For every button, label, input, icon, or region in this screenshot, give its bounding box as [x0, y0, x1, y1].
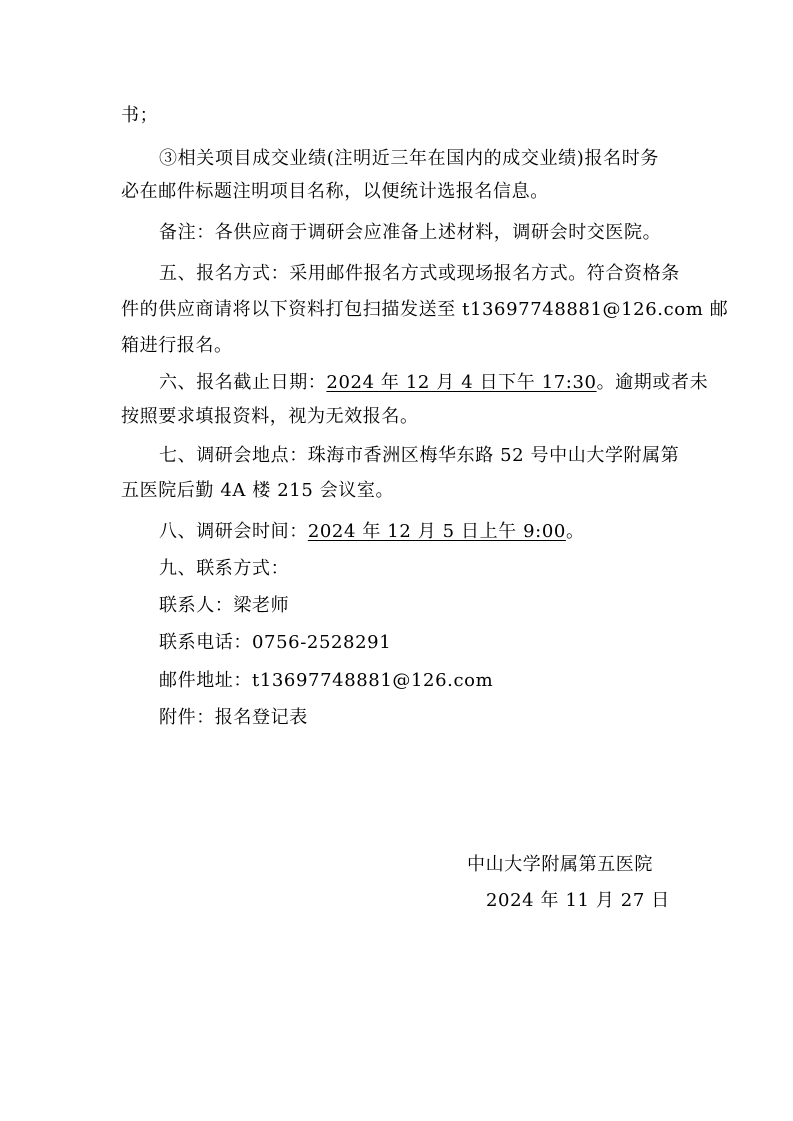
paragraph-line: 书； [121, 105, 159, 126]
contact-email: 邮件地址：t13697748881@126.com [159, 670, 494, 691]
contact-heading: 九、联系方式： [159, 558, 290, 579]
attachment-line: 附件：报名登记表 [159, 707, 308, 728]
paragraph-line: 件的供应商请将以下资料打包扫描发送至 t13697748881@126.com 邮 [121, 299, 729, 320]
deadline-rest: 。逾期或者未 [596, 372, 709, 393]
contact-person: 联系人：梁老师 [159, 595, 290, 616]
paragraph-line: ③相关项目成交业绩(注明近三年在国内的成交业绩)报名时务 [159, 148, 659, 169]
location-line-2: 五医院后勤 4A 楼 215 会议室。 [121, 480, 395, 501]
meeting-time-end: 。 [565, 521, 585, 542]
location-line: 七、调研会地点：珠海市香洲区梅华东路 52 号中山大学附属第 [159, 445, 680, 466]
paragraph-line: 必在邮件标题注明项目名称，以便统计选报名信息。 [121, 181, 549, 202]
deadline-date: 2024 年 12 月 4 日下午 17:30 [326, 372, 597, 393]
signature-date: 2024 年 11 月 27 日 [486, 890, 670, 911]
deadline-line-2: 按照要求填报资料，视为无效报名。 [121, 406, 419, 427]
deadline-label: 六、报名截止日期： [159, 372, 327, 393]
meeting-time-label: 八、调研会时间： [159, 521, 308, 542]
deadline-line [159, 371, 708, 395]
meeting-time-line [159, 520, 585, 544]
paragraph-line: 五、报名方式：采用邮件报名方式或现场报名方式。符合资格条 [159, 263, 680, 284]
meeting-time-value: 2024 年 12 月 5 日上午 9:00 [307, 521, 566, 542]
paragraph-line: 箱进行报名。 [121, 335, 233, 356]
signature-org: 中山大学附属第五医院 [467, 854, 653, 875]
paragraph-line: 备注：各供应商于调研会应准备上述材料，调研会时交医院。 [159, 222, 662, 243]
contact-phone: 联系电话：0756-2528291 [159, 632, 392, 653]
